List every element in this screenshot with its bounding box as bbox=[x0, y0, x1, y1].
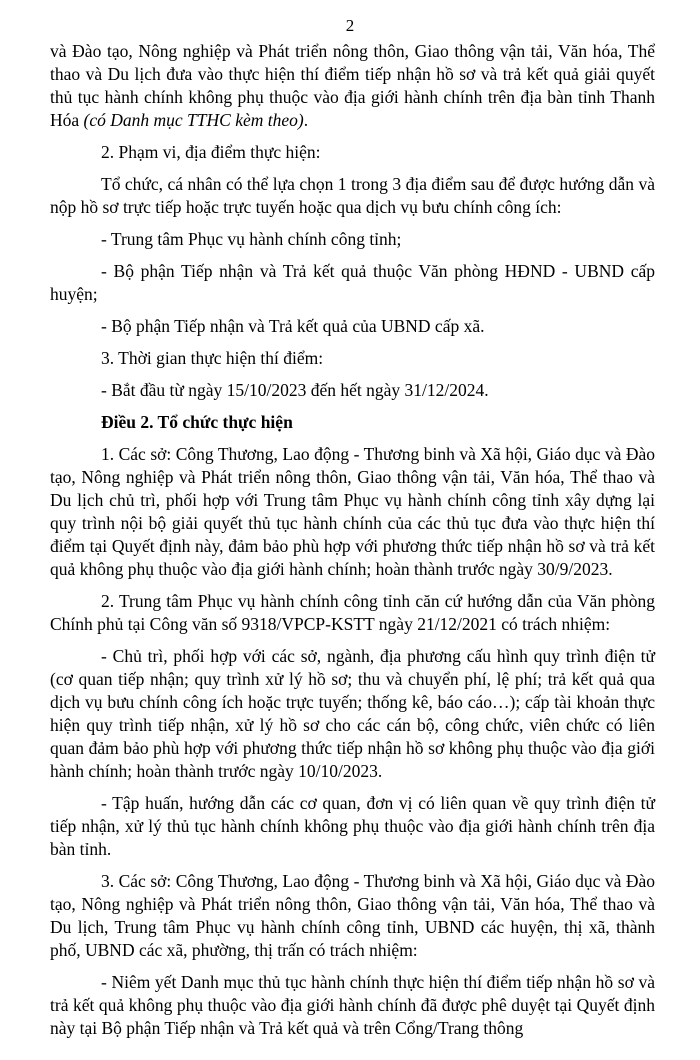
article-2-title: Điều 2. Tổ chức thực hiện bbox=[101, 412, 293, 432]
list-item-location-1: - Trung tâm Phục vụ hành chính công tỉnh; bbox=[101, 229, 402, 249]
paragraph-departments-3: 3. Các sở: Công Thương, Lao động - Thương binh và Xã hội, Giáo dục và Đào tạo, Nông nghiệp và Phát triển nông thôn, Giao thông vận tải, Văn hóa, Thể thao và Du lịch, Trung tâm Phục vụ hành chính công tỉnh, UBND các huyện, thị xã, thành phố, UBND các xã, phường, thị trấn có trách nhiệm: bbox=[50, 871, 655, 960]
paragraph-service-center: 2. Trung tâm Phục vụ hành chính công tỉnh căn cứ hướng dẫn của Văn phòng Chính phủ tại Công văn số 9318/VPCP-KSTT ngày 21/12/2021 có trách nhiệm: bbox=[50, 591, 655, 634]
paragraph-locations-intro: Tổ chức, cá nhân có thể lựa chọn 1 trong 3 địa điểm sau để được hướng dẫn và nộp hồ sơ trực tiếp hoặc trực tuyến hoặc qua dịch vụ bưu chính công ích: bbox=[50, 174, 655, 217]
section-heading-time: 3. Thời gian thực hiện thí điểm: bbox=[101, 348, 324, 368]
article-heading bbox=[50, 411, 655, 434]
intro-period: . bbox=[303, 110, 309, 130]
paragraph-intro-continuation bbox=[50, 40, 655, 132]
list-item-service-center-1: - Chủ trì, phối hợp với các sở, ngành, địa phương cấu hình quy trình điện tử (cơ quan tiếp nhận; quy trình xử lý hồ sơ; thu và chuyển phí, lệ phí; trả kết quả qua dịch vụ bưu chính công ích hoặc trực tuyến; thống kê, báo cáo…); cấp tài khoản thực hiện quy trình tiếp nhận, xử lý hồ sơ cho các cán bộ, công chức, viên chức có liên quan đảm bảo phù hợp với phương thức tiếp nhận hồ sơ không phụ thuộc vào địa giới hành chính; hoàn thành trước ngày 10/10/2023. bbox=[50, 646, 655, 781]
intro-text: và Đào tạo, Nông nghiệp và Phát triển nông thôn, Giao thông vận tải, Văn hóa, Thể thao và Du lịch đưa vào thực hiện thí điểm tiếp nhận hồ sơ và trả kết quả giải quyết thủ tục hành chính không phụ thuộc vào địa giới hành chính trên địa bàn tỉnh Thanh Hóa bbox=[50, 41, 655, 130]
list-item-location-3: - Bộ phận Tiếp nhận và Trả kết quả của UBND cấp xã. bbox=[101, 316, 485, 336]
section-heading-scope: 2. Phạm vi, địa điểm thực hiện: bbox=[101, 142, 321, 162]
paragraph-departments-1: 1. Các sở: Công Thương, Lao động - Thương binh và Xã hội, Giáo dục và Đào tạo, Nông nghiệp và Phát triển nông thôn, Giao thông vận tải, Văn hóa, Thể thao và Du lịch chủ trì, phối hợp với Trung tâm Phục vụ hành chính công tỉnh xây dựng lại quy trình nội bộ giải quyết thủ tục hành chính của các thủ tục đưa vào thực hiện thí điểm tại Quyết định này, đảm bảo phù hợp với phương thức tiếp nhận hồ sơ và trả kết quả không phụ thuộc vào địa giới hành chính; hoàn thành trước ngày 30/9/2023. bbox=[50, 444, 655, 579]
list-item-time: - Bắt đầu từ ngày 15/10/2023 đến hết ngày 31/12/2024. bbox=[101, 380, 489, 400]
list-item-post-catalog: - Niêm yết Danh mục thủ tục hành chính thực hiện thí điểm tiếp nhận hồ sơ và trả kết quả không phụ thuộc vào địa giới hành chính đã được phê duyệt tại Quyết định này tại Bộ phận Tiếp nhận và Trả kết quả và trên Cổng/Trang thông bbox=[50, 972, 655, 1038]
document-body bbox=[50, 40, 655, 1040]
list-item-location-2: - Bộ phận Tiếp nhận và Trả kết quả thuộc Văn phòng HĐND - UBND cấp huyện; bbox=[50, 261, 655, 304]
intro-italic-note: (có Danh mục TTHC kèm theo) bbox=[83, 110, 304, 130]
list-item-service-center-2: - Tập huấn, hướng dẫn các cơ quan, đơn vị có liên quan về quy trình điện tử tiếp nhận, xử lý thủ tục hành chính không phụ thuộc vào địa giới hành chính trên địa bàn tỉnh. bbox=[50, 793, 655, 859]
page-number: 2 bbox=[345, 16, 355, 35]
